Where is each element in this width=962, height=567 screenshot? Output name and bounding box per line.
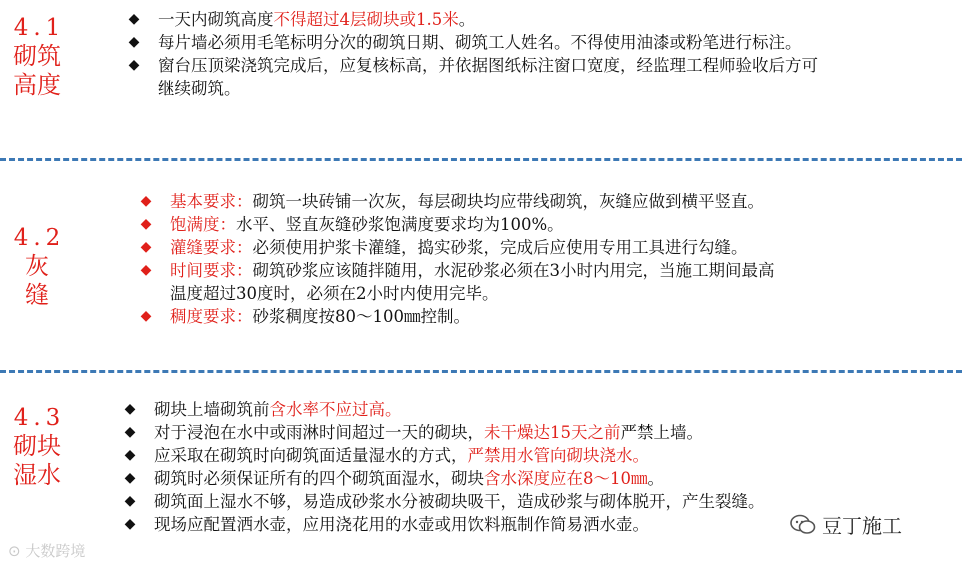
- section-number: 4.3: [13, 405, 66, 431]
- section-label: [0, 404, 74, 490]
- diamond-bullet-icon: ◆: [124, 401, 136, 417]
- section-title-line1: 砌块: [13, 432, 61, 460]
- list-item: ◆ 稠度要求：砂浆稠度按80～100㎜控制。: [136, 305, 775, 328]
- watermark-right: 豆丁施工: [790, 510, 902, 539]
- list-item: ◆ 砌筑面上湿水不够，易造成砂浆水分被砌块吸干，造成砂浆与砌体脱开，产生裂缝。: [120, 490, 765, 513]
- list-item: ◆ 窗台压顶梁浇筑完成后，应复核标高，并依据图纸标注窗口宽度，经监理工程师验收后方可 继续砌筑。: [124, 54, 818, 100]
- diamond-bullet-icon: ◆: [140, 193, 152, 209]
- diamond-bullet-icon: ◆: [124, 424, 136, 440]
- list-item: ◆ 应采取在砌筑时向砌筑面适量湿水的方式，严禁用水管向砌块浇水。: [120, 444, 765, 467]
- section-number: 4.2: [13, 225, 66, 251]
- list-item: ◆ 一天内砌筑高度不得超过4层砌块或1.5米。: [124, 8, 818, 31]
- section-divider: [0, 370, 962, 373]
- list-item: ◆ 砌块上墙砌筑前含水率不应过高。: [120, 398, 765, 421]
- list-item: ◆ 饱满度：水平、竖直灰缝砂浆饱满度要求均为100%。: [136, 213, 775, 236]
- list-item: ◆ 基本要求：砌筑一块砖铺一次灰，每层砌块均应带线砌筑，灰缝应做到横平竖直。: [136, 190, 775, 213]
- diamond-bullet-icon: ◆: [124, 447, 136, 463]
- section-title-line1: 砌筑: [13, 42, 61, 70]
- diamond-bullet-icon: ◆: [128, 57, 140, 73]
- list-item: ◆ 每片墙必须用毛笔标明分次的砌筑日期、砌筑工人姓名。不得使用油漆或粉笔进行标注。: [124, 31, 818, 54]
- watermark-logo-icon: ⊙: [8, 542, 26, 560]
- section-title-line2: 湿水: [13, 461, 61, 489]
- list-item: ◆ 灌缝要求：必须使用护浆卡灌缝，捣实砂浆，完成后应使用专用工具进行勾缝。: [136, 236, 775, 259]
- section-title-line2: 高度: [13, 71, 61, 99]
- list-item: ◆ 现场应配置洒水壶，应用浇花用的水壶或用饮料瓶制作简易洒水壶。: [120, 513, 765, 536]
- list-item: ◆ 对于浸泡在水中或雨淋时间超过一天的砌块，未干燥达15天之前严禁上墙。: [120, 421, 765, 444]
- bullet-list: [136, 190, 775, 328]
- diamond-bullet-icon: ◆: [140, 308, 152, 324]
- diamond-bullet-icon: ◆: [124, 470, 136, 486]
- section-number: 4.1: [13, 15, 66, 41]
- watermark-left: ⊙ 大数跨境: [8, 542, 86, 560]
- diamond-bullet-icon: ◆: [140, 239, 152, 255]
- diamond-bullet-icon: ◆: [128, 34, 140, 50]
- diamond-bullet-icon: ◆: [140, 216, 152, 232]
- diamond-bullet-icon: ◆: [124, 493, 136, 509]
- diamond-bullet-icon: ◆: [128, 11, 140, 27]
- section-label: [0, 14, 74, 100]
- section-divider: [0, 158, 962, 161]
- section-title-line1: 灰: [25, 252, 49, 280]
- list-item: ◆ 时间要求：砌筑砂浆应该随拌随用，水泥砂浆必须在3小时内用完，当施工期间最高 温度超过30度时，必须在2小时内使用完毕。: [136, 259, 775, 305]
- bullet-list: [124, 8, 818, 100]
- list-item: ◆ 砌筑时必须保证所有的四个砌筑面湿水，砌块含水深度应在8～10㎜。: [120, 467, 765, 490]
- diamond-bullet-icon: ◆: [124, 516, 136, 532]
- bullet-list: [120, 398, 765, 536]
- chat-bubble-icon: [790, 514, 816, 536]
- section-label: [0, 224, 74, 310]
- diamond-bullet-icon: ◆: [140, 262, 152, 278]
- section-title-line2: 缝: [25, 281, 49, 309]
